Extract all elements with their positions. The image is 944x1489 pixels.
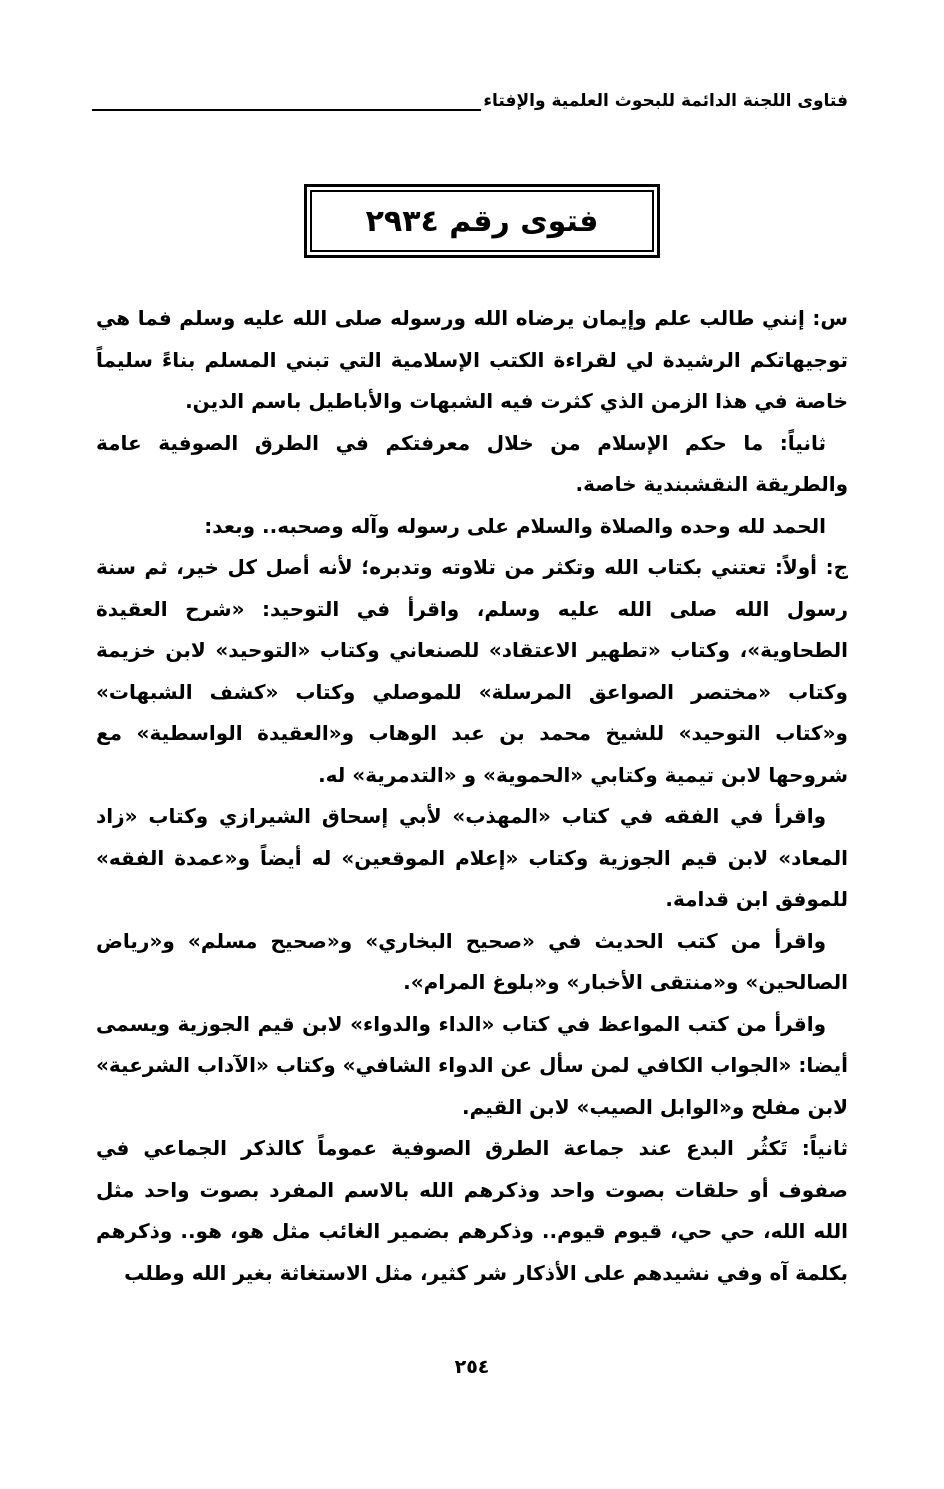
answer-first-part: ج: أولاً: تعتني بكتاب الله وتكثر من تلاوته وتدبره؛ لأنه أصل كل خير، ثم سنة رسول الله صلى الله عليه وسلم، واقرأ في التوحيد: «شرح العقيدة الطحاوية»، وكتاب «تطهير الاعتقاد» للصنعاني وكتاب «التوحيد» لابن خزيمة وكتاب «مختصر الصواعق المرسلة» للموصلي وكتاب «كشف الشبهات» و«كتاب التوحيد» للشيخ محمد بن عبد الوهاب و«العقيدة الواسطية» مع شروحها لابن تيمية وكتابي «الحموية» و «التدمرية» له.	[96, 555, 848, 787]
fatwa-title-frame	[304, 184, 660, 258]
header-rule	[92, 109, 481, 111]
running-header	[92, 84, 848, 116]
page-number: ٢٥٤	[454, 1356, 490, 1378]
question-paragraph: س: إنني طالب علم وإيمان يرضاه الله ورسوله صلى الله عليه وسلم فما هي توجيهاتكم الرشيدة لي لقراءة الكتب الإسلامية التي تبني المسلم بناءً سليماً خاصة في هذا الزمن الذي كثرت فيه الشبهات والأباطيل باسم الدين.	[96, 306, 848, 413]
body-text	[96, 298, 848, 1294]
question-second-part: ثانياً: ما حكم الإسلام من خلال معرفتكم في الطرق الصوفية عامة والطريقة النقشبندية خاصة.	[96, 430, 848, 496]
fiqh-books-paragraph: واقرأ في الفقه في كتاب «المهذب» لأبي إسحاق الشيرازي وكتاب «زاد المعاد» لابن قيم الجوزية وكتاب «إعلام الموقعين» له أيضاً و«عمدة الفقه» للموفق ابن قدامة.	[96, 804, 848, 911]
answer-opening: الحمد لله وحده والصلاة والسلام على رسوله وآله وصحبه.. وبعد:	[204, 513, 826, 538]
running-header-title: فتاوى اللجنة الدائمة للبحوث العلمية والإفتاء	[483, 91, 848, 111]
admonition-books-paragraph: واقرأ من كتب المواعظ في كتاب «الداء والدواء» لابن قيم الجوزية ويسمى أيضا: «الجواب الكافي لمن سأل عن الدواء الشافي» وكتاب «الآداب الشرعية» لابن مفلح و«الوابل الصيب» لابن القيم.	[95, 1011, 848, 1119]
fatwa-title: فتوى رقم ٢٩٣٤	[365, 203, 599, 239]
answer-second-part: ثانياً: تَكثُر البدع عند جماعة الطرق الصوفية عموماً كالذكر الجماعي في صفوف أو حلقات بصوت واحد وذكرهم الله بالاسم المفرد بصوت واحد مثل الله الله، حي حي، قيوم قيوم.. وذكرهم بضمير الغائب مثل هو، هو.. وذكرهم بكلمة آه وفي نشيدهم على الأذكار شر كثير، مثل الاستغاثة بغير الله وطلب	[96, 1136, 848, 1285]
hadith-books-paragraph: واقرأ من كتب الحديث في «صحيح البخاري» و«صحيح مسلم» و«رياض الصالحين» و«منتقى الأخبار» و«بلوغ المرام».	[96, 928, 848, 994]
fatwa-title-inner-frame	[310, 190, 654, 252]
